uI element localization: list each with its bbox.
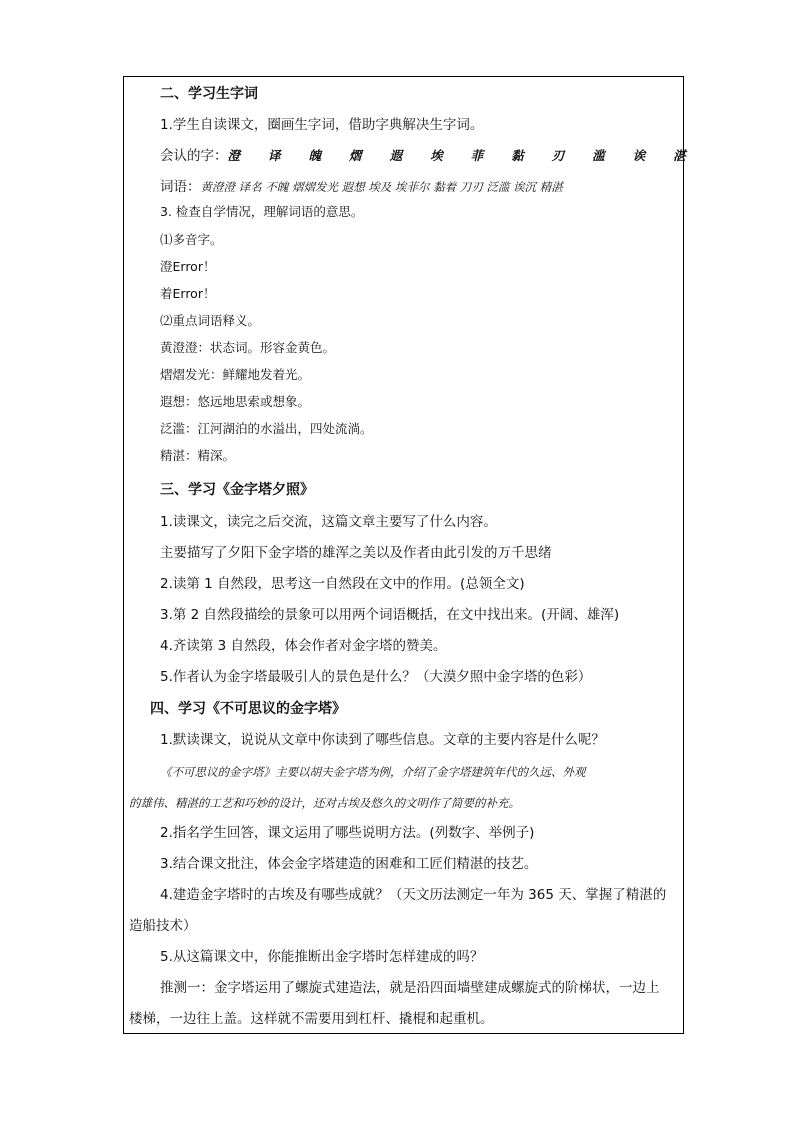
char: 刃 (551, 148, 565, 163)
error-text: 澄Error！ (160, 259, 216, 274)
char: 湛 (673, 148, 686, 163)
char: 滥 (592, 148, 605, 163)
char: 埃 (430, 148, 443, 163)
words-list: 黄澄澄 译名 不魄 熠熠发光 遐想 埃及 埃菲尔 黏着 刀刃 泛滥 诶沉 精湛 (200, 180, 563, 194)
char: 菲 (470, 148, 484, 163)
definition-item: 黄澄澄：状态词。形容金黄色。 (160, 340, 336, 355)
definition-item: 精湛：精深。 (160, 448, 236, 463)
answer-text: 《不可思议的金字塔》主要以胡夫金字塔为例，介绍了金字塔建筑年代的久远、外观 (160, 765, 586, 779)
char: 译 (268, 148, 281, 163)
section-heading-vocab: 二、学习生字词 (160, 86, 258, 102)
step-text: 3. 检查自学情况，理解词语的意思。 (160, 204, 364, 219)
section-heading-bukesiyi: 四、学习《不可思议的金字塔》 (150, 701, 346, 717)
answer-text: 主要描写了夕阳下金字塔的雄浑之美以及作者由此引发的万千思绪 (160, 545, 552, 561)
definition-item: 遐想：悠远地思索或想象。 (160, 394, 311, 409)
definition-item: 泛滥：江河湖泊的水溢出，四处流淌。 (160, 421, 373, 436)
char: 黏 (511, 148, 524, 163)
list-item: 3.第 2 自然段描绘的景象可以用两个词语概括，在文中找出来。(开阔、雄浑) (160, 607, 620, 623)
subheading: ⑵重点词语释义。 (160, 313, 261, 328)
list-item: 5.从这篇课文中，你能推断出金字塔时怎样建成的吗？ (160, 949, 484, 965)
list-item: 4.齐读第 3 自然段，体会作者对金字塔的赞美。 (160, 638, 447, 654)
list-item: 1.默读课文，说说从文章中你读到了哪些信息。文章的主要内容是什么呢？ (160, 732, 605, 748)
char: 遐 (389, 148, 403, 163)
step-text: 1.学生自读课文，圈画生字词，借助字典解决生字词。 (160, 117, 484, 133)
list-item: 3.结合课文批注，体会金字塔建造的困难和工匠们精湛的技艺。 (160, 856, 538, 872)
list-item: 2.指名学生回答，课文运用了哪些说明方法。(列数字、举例子) (160, 825, 535, 841)
section-heading-jinzita-xizhao: 三、学习《金字塔夕照》 (160, 482, 314, 498)
definition-item: 熠熠发光：鲜耀地发着光。 (160, 367, 311, 382)
inference-text: 楼梯，一边往上盖。这样就不需要用到杠杆、撬棍和起重机。 (129, 1011, 494, 1027)
subheading: ⑴多音字。 (160, 232, 223, 247)
recognize-chars-row (160, 147, 714, 165)
chars-label: 会认的字： (160, 148, 228, 164)
list-item: 5.作者认为金字塔最吸引人的景色是什么？（大漠夕照中金字塔的色彩） (160, 669, 592, 685)
inference-text: 推测一：金字塔运用了螺旋式建造法，就是沿四面墙壁建成螺旋式的阶梯状，一边上 (160, 980, 660, 996)
words-label: 词语： (160, 179, 201, 195)
error-text: 着Error！ (160, 286, 216, 301)
list-item: 2.读第 1 自然段，思考这一自然段在文中的作用。(总领全文) (160, 576, 525, 592)
list-item-continued: 造船技术） (129, 918, 197, 934)
list-item: 4.建造金字塔时的古埃及有哪些成就？（天文历法测定一年为 365 天、掌握了精湛的 (160, 887, 667, 903)
char: 魄 (308, 148, 322, 163)
char: 熠 (349, 148, 362, 163)
char: 澄 (227, 148, 241, 163)
words-row (160, 178, 563, 196)
answer-text: 的雄伟、精湛的工艺和巧妙的设计，还对古埃及悠久的文明作了简要的补充。 (129, 796, 520, 810)
char: 诶 (632, 148, 646, 163)
chars-list (228, 148, 714, 163)
list-item: 1.读课文，读完之后交流，这篇文章主要写了什么内容。 (160, 514, 497, 530)
